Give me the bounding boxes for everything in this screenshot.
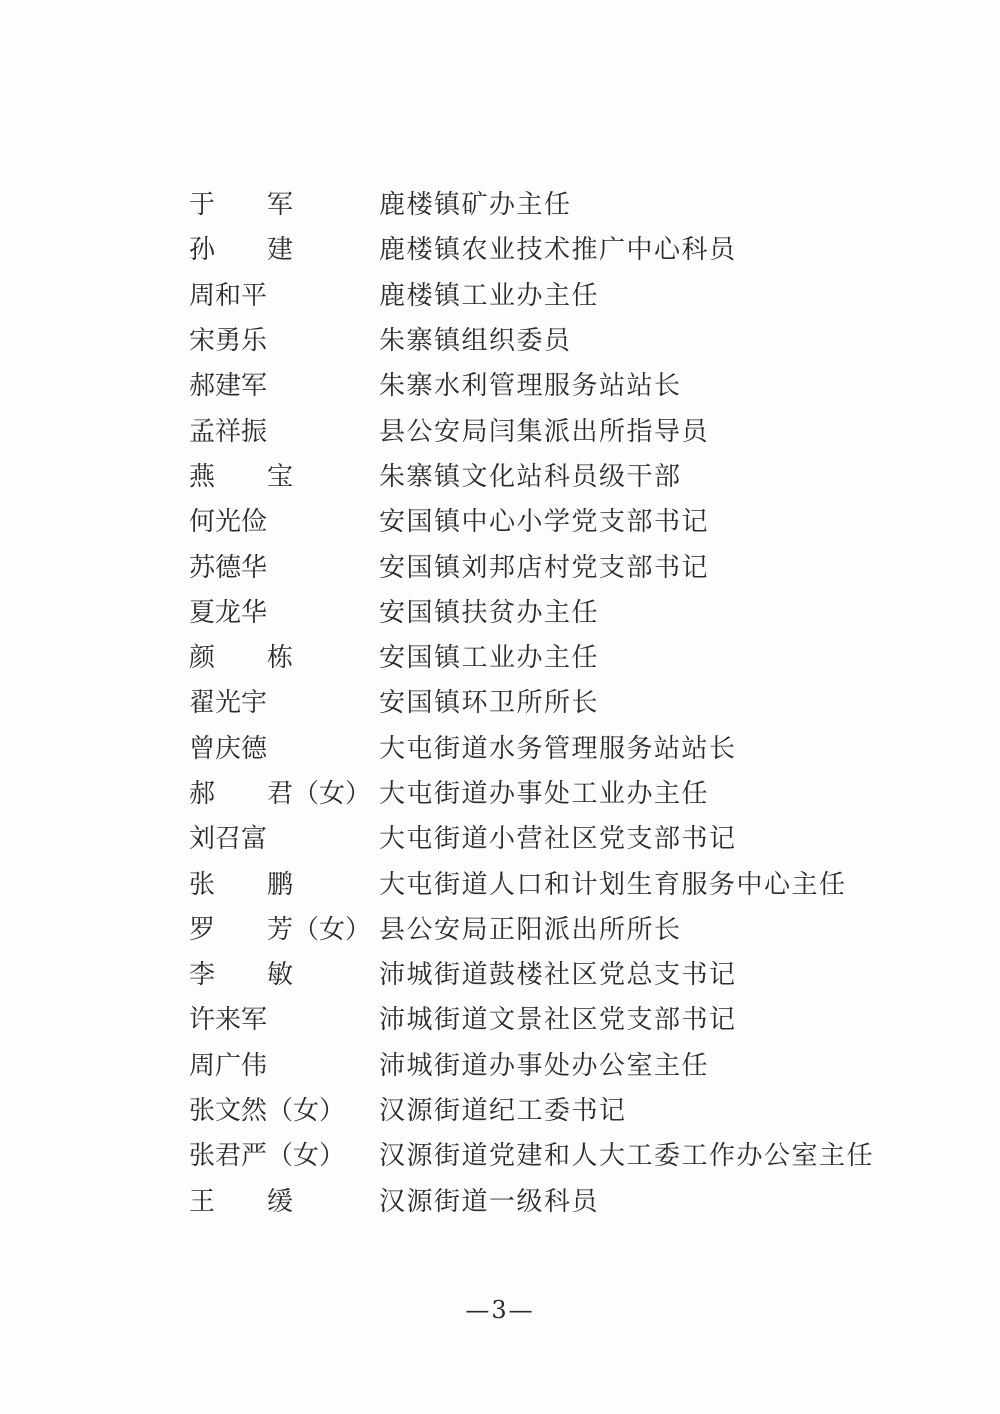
roster-row bbox=[189, 905, 909, 950]
person-name: 颜 栋 bbox=[189, 643, 294, 674]
person-name: 翟光宇 bbox=[189, 688, 268, 719]
roster-row bbox=[189, 1177, 909, 1222]
person-title: 大屯街道小营社区党支部书记 bbox=[379, 824, 737, 855]
roster-row bbox=[189, 542, 909, 587]
person-name: 孟祥振 bbox=[189, 416, 268, 447]
person-title: 安国镇工业办主任 bbox=[379, 643, 600, 674]
page-number: —3— bbox=[465, 1296, 535, 1324]
person-title: 安国镇中心小学党支部书记 bbox=[379, 507, 710, 538]
person-name: 何光俭 bbox=[189, 507, 268, 538]
person-name: 夏龙华 bbox=[189, 597, 268, 628]
person-name: 张文然（女） bbox=[189, 1096, 346, 1127]
person-name: 罗 芳（女） bbox=[189, 914, 372, 945]
person-name: 曾庆德 bbox=[189, 733, 268, 764]
person-name: 刘召富 bbox=[189, 824, 268, 855]
roster-row bbox=[189, 678, 909, 723]
roster-row bbox=[189, 950, 909, 995]
person-name: 张君严（女） bbox=[189, 1141, 346, 1172]
person-title: 大屯街道水务管理服务站站长 bbox=[379, 733, 737, 764]
roster-row bbox=[189, 361, 909, 406]
person-title: 汉源街道一级科员 bbox=[379, 1186, 600, 1217]
person-title: 沛城街道文景社区党支部书记 bbox=[379, 1005, 737, 1036]
person-title: 鹿楼镇矿办主任 bbox=[379, 190, 572, 221]
person-name: 郝建军 bbox=[189, 371, 268, 402]
person-title: 沛城街道鼓楼社区党总支书记 bbox=[379, 960, 737, 991]
person-name: 郝 君（女） bbox=[189, 779, 372, 809]
person-name: 苏德华 bbox=[189, 552, 268, 583]
roster-row bbox=[189, 452, 909, 497]
person-title: 大屯街道人口和计划生育服务中心主任 bbox=[379, 869, 847, 900]
person-name: 张 鹏 bbox=[189, 869, 294, 900]
roster-list bbox=[189, 180, 909, 1222]
roster-row bbox=[189, 271, 909, 316]
person-title: 安国镇刘邦店村党支部书记 bbox=[379, 552, 710, 583]
person-title: 县公安局正阳派出所所长 bbox=[379, 914, 682, 945]
person-name: 燕 宝 bbox=[189, 461, 294, 492]
person-title: 朱寨镇组织委员 bbox=[379, 326, 572, 357]
person-title: 朱寨水利管理服务站站长 bbox=[379, 371, 682, 402]
roster-row bbox=[189, 995, 909, 1040]
person-title: 鹿楼镇工业办主任 bbox=[379, 280, 600, 311]
roster-row bbox=[189, 814, 909, 859]
person-name: 李 敏 bbox=[189, 960, 294, 991]
roster-row bbox=[189, 406, 909, 451]
person-name: 许来军 bbox=[189, 1005, 268, 1036]
person-title: 沛城街道办事处办公室主任 bbox=[379, 1050, 710, 1081]
roster-row bbox=[189, 497, 909, 542]
roster-row bbox=[189, 316, 909, 361]
person-title: 安国镇扶贫办主任 bbox=[379, 597, 600, 628]
person-title: 安国镇环卫所所长 bbox=[379, 688, 600, 719]
roster-row bbox=[189, 633, 909, 678]
roster-row bbox=[189, 225, 909, 270]
roster-row bbox=[189, 769, 909, 814]
roster-row bbox=[189, 1041, 909, 1086]
person-title: 大屯街道办事处工业办主任 bbox=[379, 779, 710, 809]
person-title: 鹿楼镇农业技术推广中心科员 bbox=[379, 235, 737, 266]
person-name: 周广伟 bbox=[189, 1050, 268, 1081]
roster-row bbox=[189, 859, 909, 904]
roster-row bbox=[189, 1086, 909, 1131]
roster-row bbox=[189, 180, 909, 225]
roster-row bbox=[189, 1131, 909, 1176]
person-name: 王 缓 bbox=[189, 1186, 294, 1217]
person-title: 县公安局闫集派出所指导员 bbox=[379, 416, 710, 447]
person-name: 于 军 bbox=[189, 190, 294, 221]
person-title: 朱寨镇文化站科员级干部 bbox=[379, 461, 682, 492]
person-name: 宋勇乐 bbox=[189, 326, 268, 357]
roster-row bbox=[189, 724, 909, 769]
person-title: 汉源街道纪工委书记 bbox=[379, 1096, 627, 1127]
roster-row bbox=[189, 588, 909, 633]
person-name: 周和平 bbox=[189, 280, 268, 311]
person-title: 汉源街道党建和人大工委工作办公室主任 bbox=[379, 1141, 875, 1172]
person-name: 孙 建 bbox=[189, 235, 294, 266]
